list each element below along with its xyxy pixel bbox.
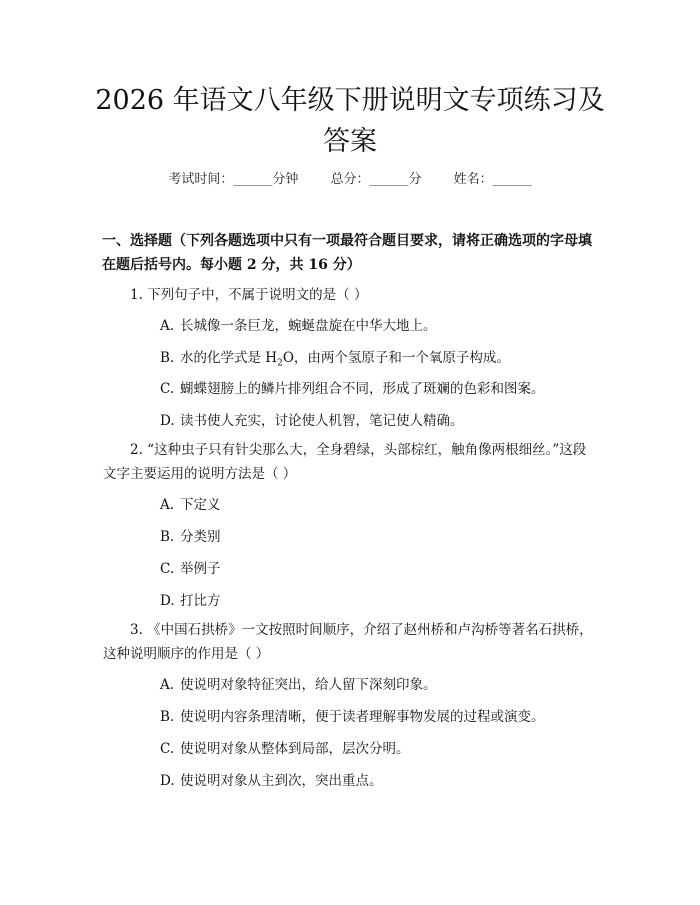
exam-meta: [0, 168, 700, 187]
question-2: 2. “这种虫子只有针尖那么大，全身碧绿，头部棕红，触角像两根细丝。”这段文字主要运用的说明方法是（ ）: [103, 442, 587, 482]
page-title: 2026 年语文八年级下册说明文专项练习及答案: [95, 85, 605, 157]
option-2a: A. 下定义: [160, 497, 221, 513]
student-name: 姓名：______: [453, 172, 532, 187]
total-score: 总分：______分: [330, 172, 422, 187]
question-1: 1. 下列句子中，不属于说明文的是（ ）: [130, 287, 368, 303]
option-3b: B. 使说明内容条理清晰，便于读者理解事物发展的过程或演变。: [160, 709, 545, 725]
option-3c: C. 使说明对象从整体到局部，层次分明。: [160, 741, 410, 757]
option-2d: D. 打比方: [160, 593, 221, 609]
option-1c: C. 蝴蝶翅膀上的鳞片排列组合不同，形成了斑斓的色彩和图案。: [160, 381, 545, 397]
option-1d: D. 读书使人充实，讨论使人机智，笔记使人精确。: [160, 413, 464, 429]
option-1b: B. 水的化学式是 $H_2O$，由两个氢原子和一个氧原子构成。: [160, 350, 510, 369]
question-3: 3. 《中国石拱桥》一文按照时间顺序，介绍了赵州桥和卢沟桥等著名石拱桥，这种说明顺序的作用是（ ）: [103, 622, 593, 662]
option-2c: C. 举例子: [160, 561, 221, 577]
section-heading: 一、选择题（下列各题选项中只有一项最符合题目要求，请将正确选项的字母填在题后括号内。每小题 2 分，共 16 分）: [102, 233, 592, 273]
option-2b: B. 分类别: [160, 529, 221, 545]
option-3a: A. 使说明对象特征突出，给人留下深刻印象。: [160, 677, 437, 693]
option-1a: A. 长城像一条巨龙，蜿蜒盘旋在中华大地上。: [160, 318, 437, 334]
exam-time: 考试时间：______分钟: [168, 172, 299, 187]
option-3d: D. 使说明对象从主到次，突出重点。: [160, 773, 383, 789]
